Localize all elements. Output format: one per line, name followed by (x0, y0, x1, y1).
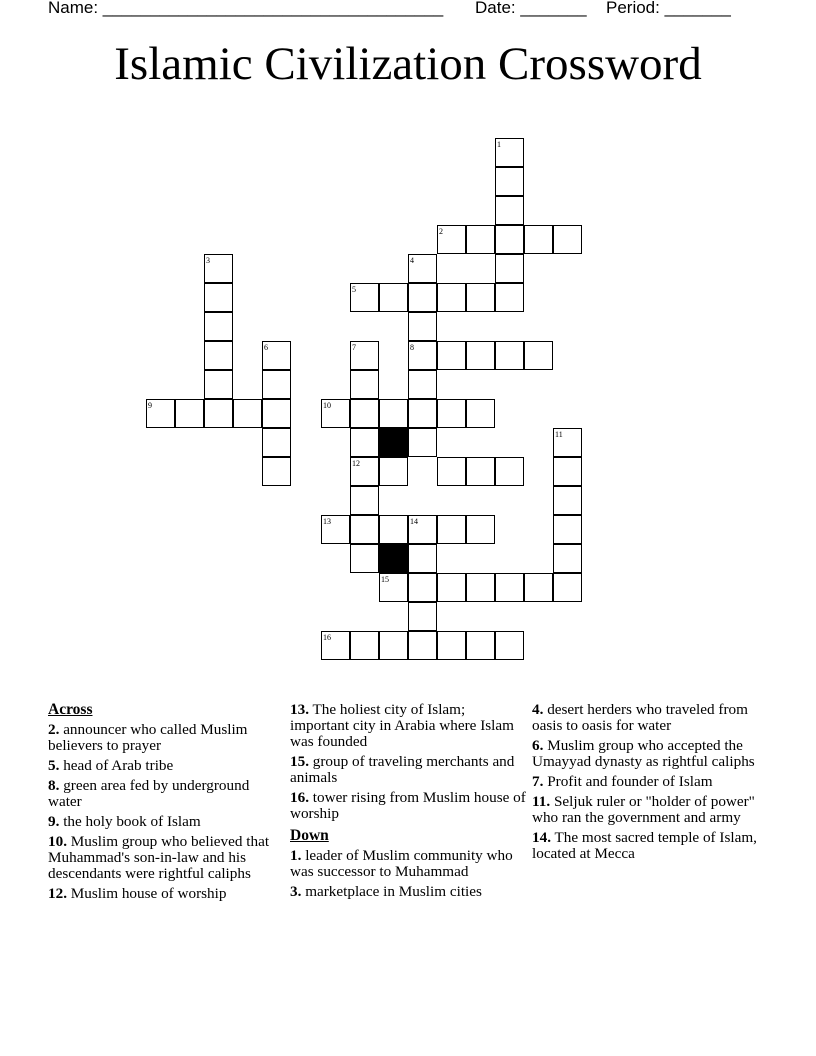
clue-text: group of traveling merchants and animals (290, 753, 515, 786)
grid-cell[interactable] (204, 312, 233, 341)
grid-cell[interactable] (204, 399, 233, 428)
across-clue-list-continued (290, 702, 526, 822)
clue-item (48, 834, 284, 882)
grid-cell[interactable] (408, 544, 437, 573)
grid-cell[interactable] (495, 254, 524, 283)
grid-cell[interactable] (553, 544, 582, 573)
clue-item (48, 722, 284, 754)
grid-cell[interactable] (466, 631, 495, 660)
grid-cell[interactable] (408, 312, 437, 341)
clues-column-3 (532, 702, 772, 866)
grid-cell[interactable] (437, 399, 466, 428)
grid-cell[interactable] (553, 225, 582, 254)
clue-text: head of Arab tribe (59, 757, 174, 774)
grid-cell[interactable] (495, 341, 524, 370)
grid-cell[interactable] (437, 515, 466, 544)
clue-item (532, 702, 772, 734)
across-heading: Across (48, 701, 93, 718)
grid-cell[interactable] (466, 573, 495, 602)
clue-number: 10. (48, 833, 67, 850)
grid-cell[interactable] (495, 573, 524, 602)
clue-number: 3. (290, 883, 302, 900)
grid-cell[interactable] (379, 457, 408, 486)
grid-cell[interactable] (204, 283, 233, 312)
down-heading: Down (290, 827, 329, 844)
grid-cell[interactable] (262, 428, 291, 457)
clue-number: 15. (290, 753, 309, 770)
clues-column-1 (48, 702, 284, 906)
clue-text: The most sacred temple of Islam, located at Mecca (532, 829, 757, 862)
grid-cell[interactable] (204, 341, 233, 370)
grid-cell[interactable] (350, 544, 379, 573)
clue-number-label: 1 (497, 140, 501, 149)
grid-cell[interactable] (524, 341, 553, 370)
clue-text: Profit and founder of Islam (543, 773, 713, 790)
down-clue-list (290, 848, 526, 900)
across-clue-list (48, 722, 284, 902)
clue-number-label: 12 (352, 459, 360, 468)
grid-cell[interactable] (350, 515, 379, 544)
clue-text: green area fed by underground water (48, 777, 250, 810)
grid-cell[interactable] (408, 428, 437, 457)
grid-cell[interactable] (495, 631, 524, 660)
clue-number-label: 13 (323, 517, 331, 526)
clue-number-label: 6 (264, 343, 268, 352)
grid-cell[interactable] (437, 631, 466, 660)
grid-cell[interactable] (350, 399, 379, 428)
down-clue-list-continued (532, 702, 772, 862)
grid-block (379, 544, 408, 573)
period-field[interactable]: Period: _______ (606, 0, 731, 17)
grid-cell[interactable] (408, 631, 437, 660)
grid-cell[interactable] (408, 602, 437, 631)
grid-cell[interactable] (262, 399, 291, 428)
grid-cell[interactable] (262, 457, 291, 486)
date-field[interactable]: Date: _______ (475, 0, 587, 17)
clue-item (48, 778, 284, 810)
clue-text: desert herders who traveled from oasis to oasis for water (532, 701, 748, 734)
clue-item (290, 790, 526, 822)
grid-cell[interactable] (379, 631, 408, 660)
clue-text: Muslim group who accepted the Umayyad dynasty as rightful caliphs (532, 737, 755, 770)
clue-number: 8. (48, 777, 60, 794)
clue-item (532, 738, 772, 770)
grid-cell[interactable] (495, 167, 524, 196)
grid-cell[interactable] (466, 225, 495, 254)
clue-number-label: 10 (323, 401, 331, 410)
clue-number-label: 11 (555, 430, 563, 439)
clue-number: 12. (48, 885, 67, 902)
clue-number-label: 7 (352, 343, 356, 352)
grid-cell[interactable] (495, 283, 524, 312)
grid-cell[interactable] (350, 631, 379, 660)
grid-cell[interactable] (379, 515, 408, 544)
grid-cell[interactable] (495, 196, 524, 225)
grid-cell[interactable] (466, 283, 495, 312)
clue-number: 4. (532, 701, 544, 718)
clue-number: 5. (48, 757, 60, 774)
clue-number-label: 16 (323, 633, 331, 642)
clue-text: leader of Muslim community who was successor to Muhammad (290, 847, 513, 880)
clue-number: 11. (532, 793, 551, 810)
clue-item (48, 758, 284, 774)
grid-cell[interactable] (466, 515, 495, 544)
clue-item (290, 848, 526, 880)
clue-text: Muslim house of worship (66, 885, 227, 902)
clue-number: 13. (290, 701, 309, 718)
grid-cell[interactable] (466, 399, 495, 428)
grid-cell[interactable] (466, 457, 495, 486)
clue-number: 9. (48, 813, 60, 830)
grid-cell[interactable] (408, 399, 437, 428)
grid-cell[interactable] (379, 283, 408, 312)
page-title: Islamic Civilization Crossword (114, 38, 702, 90)
name-field[interactable]: Name: ____________________________________ (48, 0, 444, 17)
clue-number-label: 9 (148, 401, 152, 410)
grid-cell[interactable] (495, 457, 524, 486)
grid-cell[interactable] (408, 573, 437, 602)
clue-number: 16. (290, 789, 309, 806)
clue-text: announcer who called Muslim believers to prayer (48, 721, 248, 754)
clue-item (532, 774, 772, 790)
clue-number: 1. (290, 847, 302, 864)
grid-cell[interactable] (495, 225, 524, 254)
grid-cell[interactable] (437, 457, 466, 486)
grid-cell[interactable] (350, 486, 379, 515)
grid-cell[interactable] (524, 573, 553, 602)
grid-cell[interactable] (408, 370, 437, 399)
clue-text: marketplace in Muslim cities (301, 883, 482, 900)
clue-number-label: 5 (352, 285, 356, 294)
clue-text: the holy book of Islam (59, 813, 201, 830)
clue-text: Muslim group who believed that Muhammad's son-in-law and his descendants were rightful caliphs (48, 833, 270, 882)
grid-cell[interactable] (204, 370, 233, 399)
grid-cell[interactable] (437, 573, 466, 602)
grid-cell[interactable] (350, 428, 379, 457)
clue-number-label: 8 (410, 343, 414, 352)
clue-number-label: 15 (381, 575, 389, 584)
grid-cell[interactable] (553, 486, 582, 515)
clue-item (290, 702, 526, 750)
clue-number-label: 14 (410, 517, 418, 526)
grid-cell[interactable] (553, 457, 582, 486)
clue-text: The holiest city of Islam; important city in Arabia where Islam was founded (290, 701, 514, 750)
clue-item (290, 884, 526, 900)
clue-text: tower rising from Muslim house of worship (290, 789, 526, 822)
clues-column-2 (290, 702, 526, 904)
grid-cell[interactable] (553, 515, 582, 544)
grid-cell[interactable] (262, 370, 291, 399)
grid-cell[interactable] (233, 399, 262, 428)
clue-number-label: 4 (410, 256, 414, 265)
clue-item (48, 886, 284, 902)
grid-cell[interactable] (175, 399, 204, 428)
clue-number: 7. (532, 773, 544, 790)
clue-number: 14. (532, 829, 551, 846)
grid-block (379, 428, 408, 457)
clue-number: 6. (532, 737, 544, 754)
grid-cell[interactable] (437, 283, 466, 312)
clue-item (532, 794, 772, 826)
clue-item (290, 754, 526, 786)
grid-cell[interactable] (350, 370, 379, 399)
grid-cell[interactable] (524, 225, 553, 254)
clue-number-label: 3 (206, 256, 210, 265)
clue-number: 2. (48, 721, 60, 738)
grid-cell[interactable] (466, 341, 495, 370)
clue-number-label: 2 (439, 227, 443, 236)
clue-text: Seljuk ruler or "holder of power" who ran the government and army (532, 793, 755, 826)
clue-item (48, 814, 284, 830)
grid-cell[interactable] (553, 573, 582, 602)
clue-item (532, 830, 772, 862)
grid-cell[interactable] (408, 283, 437, 312)
grid-cell[interactable] (379, 399, 408, 428)
grid-cell[interactable] (437, 341, 466, 370)
